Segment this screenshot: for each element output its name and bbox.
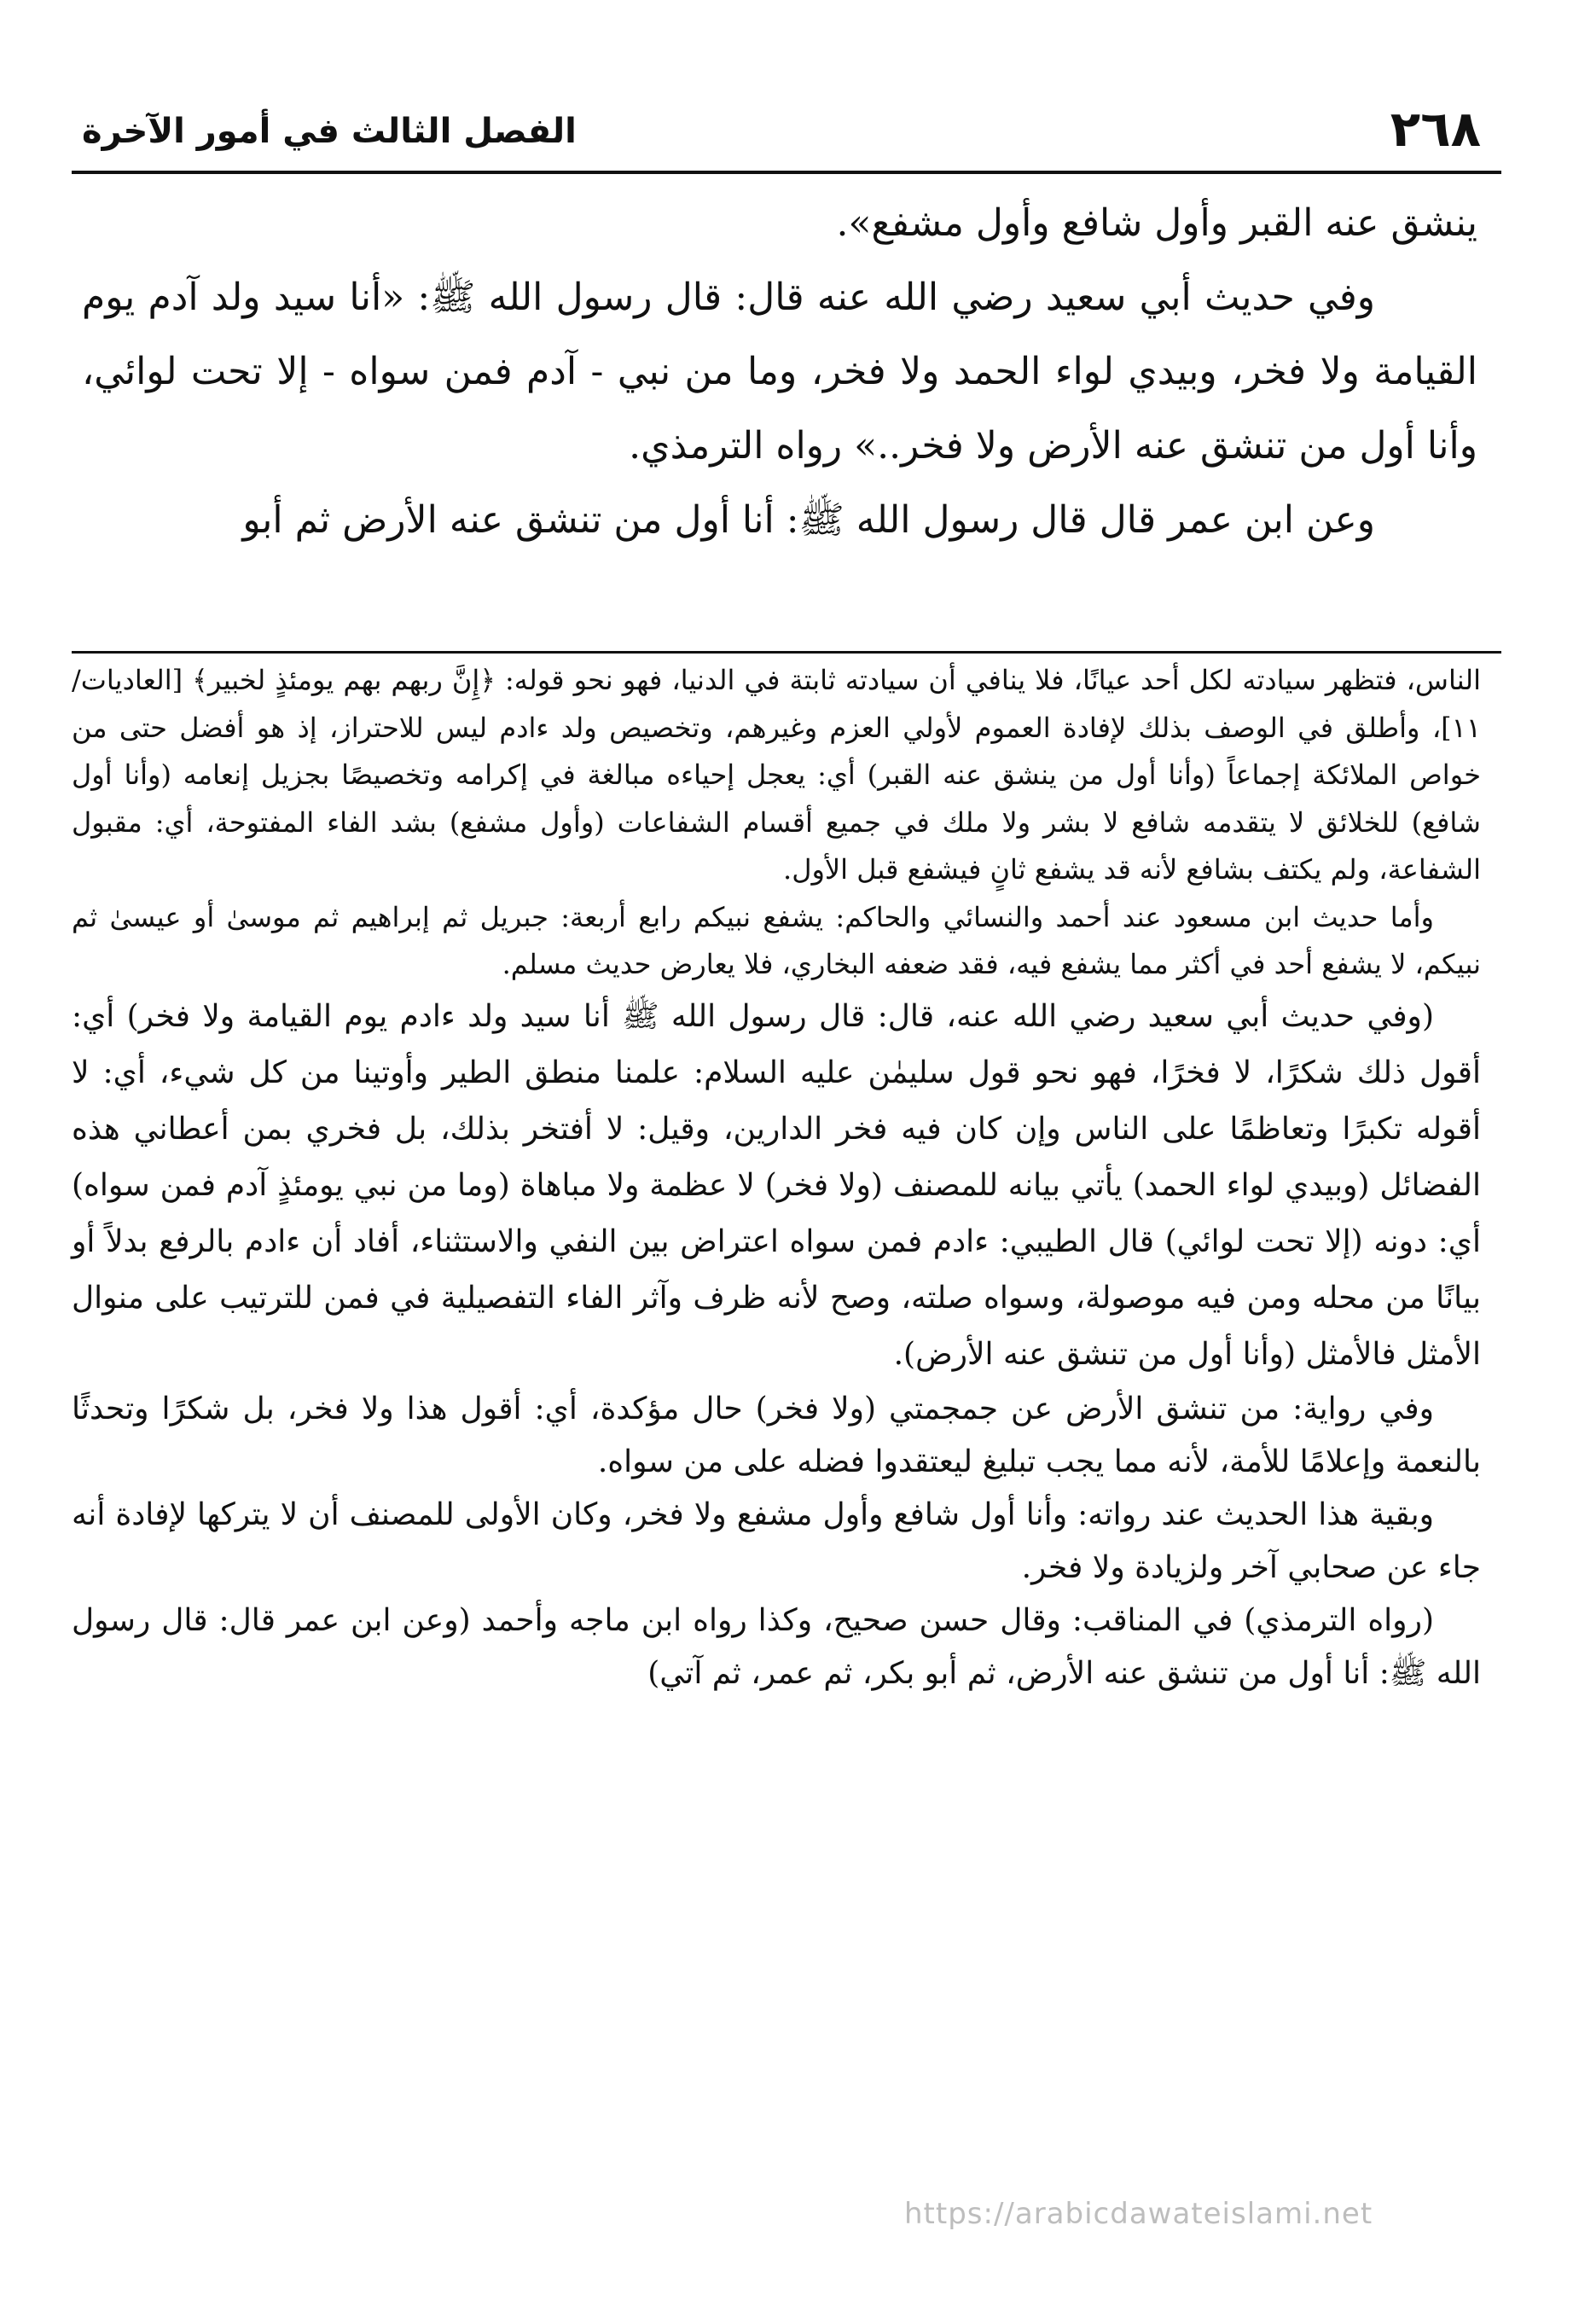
watermark-url: https://arabicdawateislami.net [904,2197,1373,2231]
commentary-paragraph-4: وفي رواية: من تنشق الأرض عن جمجمتي (ولا فخر) حال مؤكدة، أي: أقول هذا ولا فخر، بل شكرًا وتحدثًا بالنعمة وإعلامًا للأمة، لأنه مما يجب تبليغ ليعتقدوا فضله على من سواه. [72,1391,1481,1479]
commentary-paragraph-2: وأما حديث ابن مسعود عند أحمد والنسائي والحاكم: يشفع نبيكم رابع أربعة: جبريل ثم إبراهيم ثم موسىٰ أو عيسىٰ ثم نبيكم، لا يشفع أحد في أكثر مما يشفع فيه، فقد ضعفه البخاري، فلا يعارض حديث مسلم. [72,900,1481,980]
main-hadith-text [82,186,1477,557]
commentary-paragraph-3: (وفي حديث أبي سعيد رضي الله عنه، قال: قال رسول الله ﷺ أنا سيد ولد ءادم يوم القيامة ولا فخر) أي: أقول ذلك شكرًا، لا فخرًا، فهو نحو قول سليمٰن عليه السلام: علمنا منطق الطير وأوتينا من كل شيء، أي: لا أقوله تكبرًا وتعاظمًا على الناس وإن كان فيه فخر الدارين، وقيل: لا أفتخر بذلك، بل فخري بمن أعطاني هذه الفضائل (وبيدي لواء الحمد) يأتي بيانه للمصنف (ولا فخر) لا عظمة ولا مباهاة (وما من نبي يومئذٍ آدم فمن سواه) أي: دونه (إلا تحت لوائي) قال الطيبي: ءادم فمن سواه اعتراض بين النفي والاستثناء، أفاد أن ءادم بالرفع بدلاً أو بيانًا من محله ومن فيه موصولة، وسواه صلته، وصح لأنه ظرف وآثر الفاء التفصيلية في فمن للترتيب على منوال الأمثل فالأمثل (وأنا أول من تنشق عنه الأرض). [72,998,1481,1372]
commentary-divider [72,651,1501,654]
main-paragraph-2: وفي حديث أبي سعيد رضي الله عنه قال: قال رسول الله ﷺ: «أنا سيد ولد آدم يوم القيامة ولا فخر، وبيدي لواء الحمد ولا فخر، وما من نبي - آدم فمن سواه - إلا تحت لوائي، وأنا أول من تنشق عنه الأرض ولا فخر..» رواه الترمذي. [82,276,1477,468]
main-paragraph-3: وعن ابن عمر قال قال رسول الله ﷺ: أنا أول من تنشق عنه الأرض ثم أبو [242,498,1375,542]
main-paragraph-1: ينشق عنه القبر وأول شافع وأول مشفع». [836,201,1477,245]
page-header [82,75,1481,158]
commentary-paragraph-6: (رواه الترمذي) في المناقب: وقال حسن صحيح، وكذا رواه ابن ماجه وأحمد (وعن ابن عمر قال: قال رسول الله ﷺ: أنا أول من تنشق عنه الأرض، ثم أبو بكر، ثم عمر، ثم آتي) [72,1602,1481,1691]
commentary-paragraph-1: الناس، فتظهر سيادته لكل أحد عيانًا، فلا ينافي أن سيادته ثابتة في الدنيا، فهو نحو قوله: ﴿إِنَّ ربهم بهم يومئذٍ لخبير﴾ [العاديات/ ١١]، وأطلق في الوصف بذلك لإفادة العموم لأولي العزم وغيرهم، وتخصيص ولد ءادم ليس للاحتراز، إذ هو أفضل حتى من خواص الملائكة إجماعاً (وأنا أول من ينشق عنه القبر) أي: يعجل إحياءه مبالغة في إكرامه وتخصيصًا بجزيل إنعامه (وأنا أول شافع) للخلائق لا يتقدمه شافع لا بشر ولا ملك في جميع أقسام الشفاعات (وأول مشفع) بشد الفاء المفتوحة، أي: مقبول الشفاعة، ولم يكتف بشافع لأنه قد يشفع ثانٍ فيشفع قبل الأول. [72,664,1482,886]
commentary-paragraph-5: وبقية هذا الحديث عند رواته: وأنا أول شافع وأول مشفع ولا فخر، وكان الأولى للمصنف أن لا يتركها لإفادة أنه جاء عن صحابي آخر ولزيادة ولا فخر. [72,1496,1481,1585]
header-rule [72,171,1501,174]
running-title: الفصل الثالث في أمور الآخرة [82,112,577,151]
page-number: ٢٦٨ [1390,100,1481,158]
commentary-text [72,657,1481,1700]
